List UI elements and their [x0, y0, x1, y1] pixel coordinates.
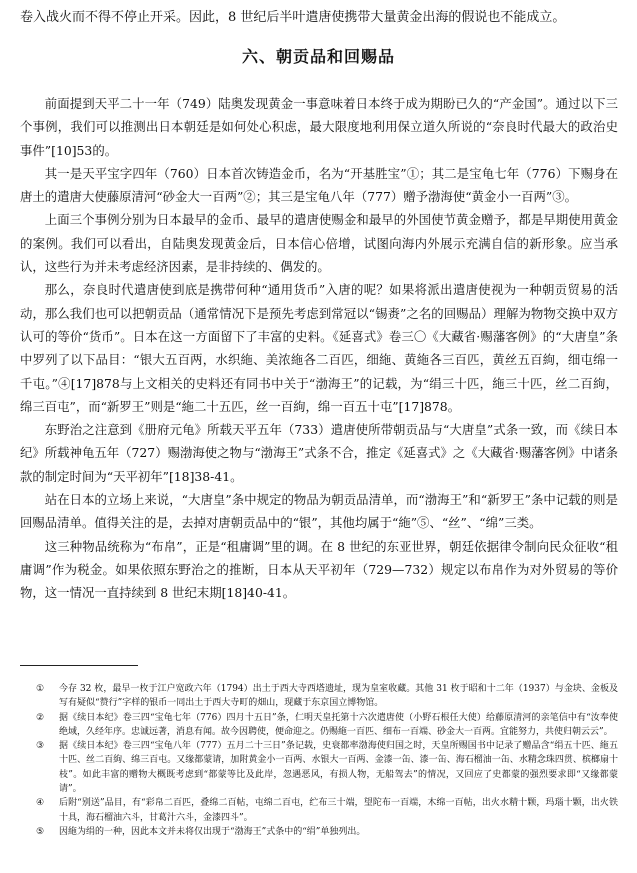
paragraph: 上面三个事例分别为日本最早的金币、最早的遣唐使赐金和最早的外国使节黄金赠予，都是早期使用黄金的案例。我们可以看出，自陆奥发现黄金后，日本信心倍增，试图向海内外展示充满自信的新形象。应当承认，这些行为并未考虑经济因素，是非持续的、偶发的。 — [20, 212, 618, 275]
footnote-mark: ③ — [36, 741, 45, 752]
paragraph: 其一是天平宝字四年（760）日本首次铸造金币，名为“开基胜宝”①；其二是宝龟七年（776）下赐身在唐土的遣唐大使藤原清河“砂金大一百两”②；其三是宝龟八年（777）赠予渤海使“黄金小一百两”③。 — [20, 165, 618, 205]
paragraph: 那么，奈良时代遣唐使到底是携带何种“通用货币”入唐的呢？如果将派出遣唐使视为一种朝贡贸易的活动，那么我们也可以把朝贡品（通常情况下是预先考虑到常冠以“锡赉”之名的回赐品）理解为物物交换中双方认可的等价“货币”。日本在这一方面留下了丰富的史料。《延喜式》卷三〇《大藏省·赐藩客例》的“大唐皇”条中罗列了以下品目：“银大五百两，水织絁、美浓絁各二百匹，细絁、黄絁各三百匹，黄丝五百絇，细屯绵一千屯。”④[17]878与上文相关的史料还有同书中关于“渤海王”的记载，为“绢三十匹，絁三十匹，丝二百絇，绵三百屯”，而“新罗王”则是“絁二十五匹，丝一百絇，绵一百五十屯”[17]878。 — [20, 282, 618, 414]
footnote-text: 今存 32 枚，最早一枚于江户宽政六年（1794）出土于西大寺西塔遗址，现为皇室收藏。其他 31 枚于昭和十二年（1937）与金块、金板及写有疑似“赞行”字样的银币一同出土于西大寺町的畑山，现藏于东京国立博物馆。 — [59, 684, 618, 709]
footnote-text: 据《续日本纪》卷三四“宝龟八年（777）五月二十三日”条记载，史衰都率渤海使归国之时，天皇所赐国书中记录了赠品含“绢五十匹、絁五十匹、丝二百絇、绵三百屯。又缘都蒙请，加附黄金小一百两、水银大一百两、金漆一缶、漆一缶、海石榴油一缶、水精念珠四贯、槟榔扇十枝”。如此丰富的赠物大概既考虑到“都蒙等比及此岸，忽遇恶风，有损人物，无船驾去”的情况，又回应了史都蒙的强烈要求即“又缘都蒙请”。 — [59, 741, 618, 795]
footnotes — [36, 682, 618, 839]
footnote-item — [36, 682, 618, 711]
paragraph: 这三种物品统称为“布帛”，正是“租庸调”里的调。在 8 世纪的东亚世界，朝廷依据律令制向民众征收“租庸调”作为税金。如果依照东野治之的推断，日本从天平初年（729—732）规定以布帛作为对外贸易的等价物，这一情况一直持续到 8 世纪末期[18]40-41。 — [20, 538, 618, 601]
footnote-item — [36, 796, 618, 825]
footnote-item — [36, 825, 618, 839]
main-body — [20, 92, 618, 605]
continued-text-line: 卷入战火而不得不停止开采。因此，8 世纪后半叶遣唐使携带大量黄金出海的假说也不能成立。 — [20, 10, 566, 25]
footnote-text: 因絁为绢的一种，因此本文并未将仅出现于“渤海王”式条中的“绢”单独列出。 — [59, 826, 366, 837]
footnote-text: 后附“别送”品目，有“彩帛二百匹，叠绵二百帖，屯绵二百屯，纻布三十端，望陀布一百端，木绵一百帖，出火水精十颗，玛瑙十颗，出火铁十具，海石榴油六斗，甘葛汁六斗，金漆四斗”。 — [59, 798, 618, 823]
section-heading: 六、朝贡品和回赐品 — [241, 47, 395, 66]
paragraph: 站在日本的立场上来说，“大唐皇”条中规定的物品为朝贡品清单，而“渤海王”和“新罗王”条中记载的则是回赐品清单。值得关注的是，去掉对唐朝贡品中的“银”，其他均属于“絁”⑤、“丝”、“绵”三类。 — [20, 492, 618, 531]
paragraph: 前面提到天平二十一年（749）陆奥发现黄金一事意味着日本终于成为期盼已久的“产金国”。通过以下三个事例，我们可以推测出日本朝廷是如何处心积虑，最大限度地利用保立道久所说的“奈良时代最大的政治史事件”[10]53的。 — [20, 96, 618, 158]
footnote-mark: ⑤ — [36, 826, 45, 837]
footnote-mark: ② — [36, 712, 45, 723]
footnote-item — [36, 739, 618, 796]
footnote-mark: ④ — [36, 798, 45, 809]
footnote-mark: ① — [36, 684, 45, 694]
paragraph: 东野治之注意到《册府元龟》所载天平五年（733）遣唐使所带朝贡品与“大唐皇”式条一致，而《续日本纪》所载神龟五年（727）赐渤海使之物与“渤海王”式条不合，推定《延喜式》之《大藏省·赐藩客例》中诸条款的制定时间为“天平初年”[18]38-41。 — [20, 422, 618, 484]
footnote-text: 据《续日本纪》卷三四“宝龟七年（776）四月十五日”条，仁明天皇托第十六次遣唐使（小野石根任大使）给藤原清河的亲笔信中有“汝奉使绝域，久经年序。忠诚远著，消息有闻。故今因聘使，便命迎之。仍赐絁一百匹、细布一百端、砂金大一百两。宜能努力，共使归朝云云”。 — [59, 712, 618, 737]
footnote-item — [36, 711, 618, 740]
footnote-divider — [20, 665, 138, 666]
